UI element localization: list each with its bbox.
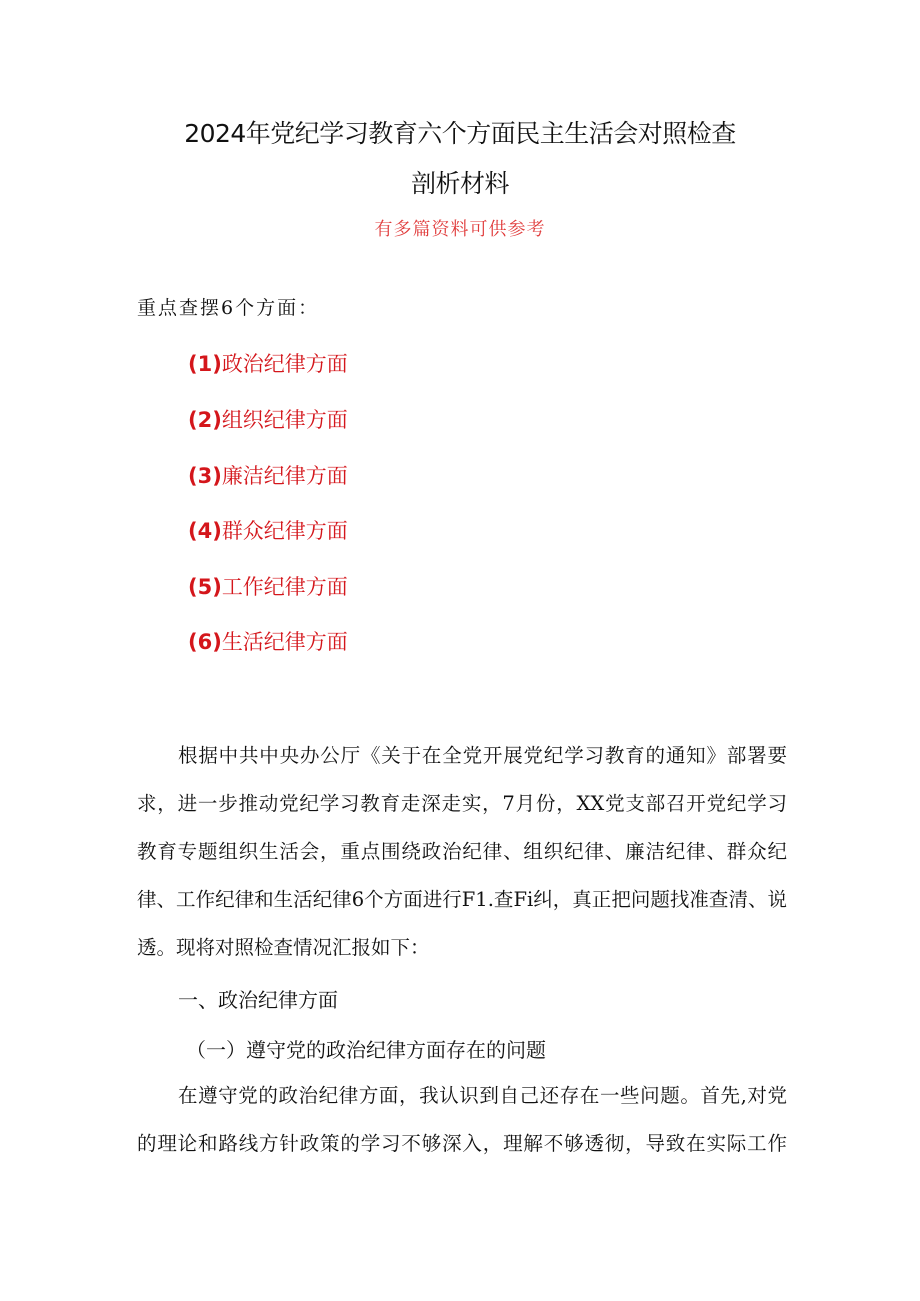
aspect-item-5 — [188, 571, 348, 601]
paragraph-line: 在遵守党的政治纪律方面，我认识到自己还存在一些问题。首先,对党 — [178, 1084, 787, 1107]
aspect-item-3 — [188, 460, 348, 490]
section-paragraph — [137, 1072, 787, 1168]
aspect-item-4 — [188, 515, 348, 545]
aspect-label: 廉洁纪律方面 — [221, 464, 348, 488]
section-subheading: （一）遵守党的政治纪律方面存在的问题 — [186, 1038, 546, 1062]
aspect-label: 群众纪律方面 — [221, 519, 348, 543]
intro-paragraph — [137, 732, 787, 972]
paragraph-line: 根据中共中央办公厅《关于在全党开展党纪学习教育的通知》部署要 — [178, 744, 787, 767]
aspect-label: 组织纪律方面 — [221, 408, 348, 432]
lead-text: 重点查摆6个方面： — [137, 297, 320, 319]
document-subtitle: 有多篇资料可供参考 — [374, 219, 546, 240]
aspect-number: (1) — [188, 352, 222, 376]
paragraph-line: 透。现将对照检查情况汇报如下： — [137, 936, 430, 959]
aspect-number: (4) — [188, 519, 222, 543]
aspect-number: (2) — [188, 408, 222, 432]
aspect-label: 工作纪律方面 — [221, 575, 348, 599]
aspect-number: (3) — [188, 464, 222, 488]
aspect-number: (5) — [188, 575, 222, 599]
aspect-item-6 — [188, 626, 348, 656]
aspect-number: (6) — [188, 630, 222, 654]
document-title-line-1: 2024年党纪学习教育六个方面民主生活会对照检查 — [184, 119, 736, 148]
paragraph-line: 教育专题组织生活会，重点围绕政治纪律、组织纪律、廉洁纪律、群众纪 — [137, 840, 787, 863]
aspect-item-2 — [188, 404, 348, 434]
aspect-label: 政治纪律方面 — [221, 352, 348, 376]
section-heading: 一、政治纪律方面 — [178, 988, 338, 1012]
paragraph-line: 的理论和路线方针政策的学习不够深入，理解不够透彻，导致在实际工作 — [137, 1132, 787, 1155]
aspect-item-1 — [188, 348, 348, 378]
paragraph-line: 律、工作纪律和生活纪律6个方面进行F1.查Fi纠，真正把问题找准查清、说 — [137, 888, 787, 911]
document-title-line-2: 剖析材料 — [410, 169, 509, 198]
aspect-label: 生活纪律方面 — [221, 630, 348, 654]
paragraph-line: 求，进一步推动党纪学习教育走深走实，7月份，XX党支部召开党纪学习 — [137, 792, 787, 815]
